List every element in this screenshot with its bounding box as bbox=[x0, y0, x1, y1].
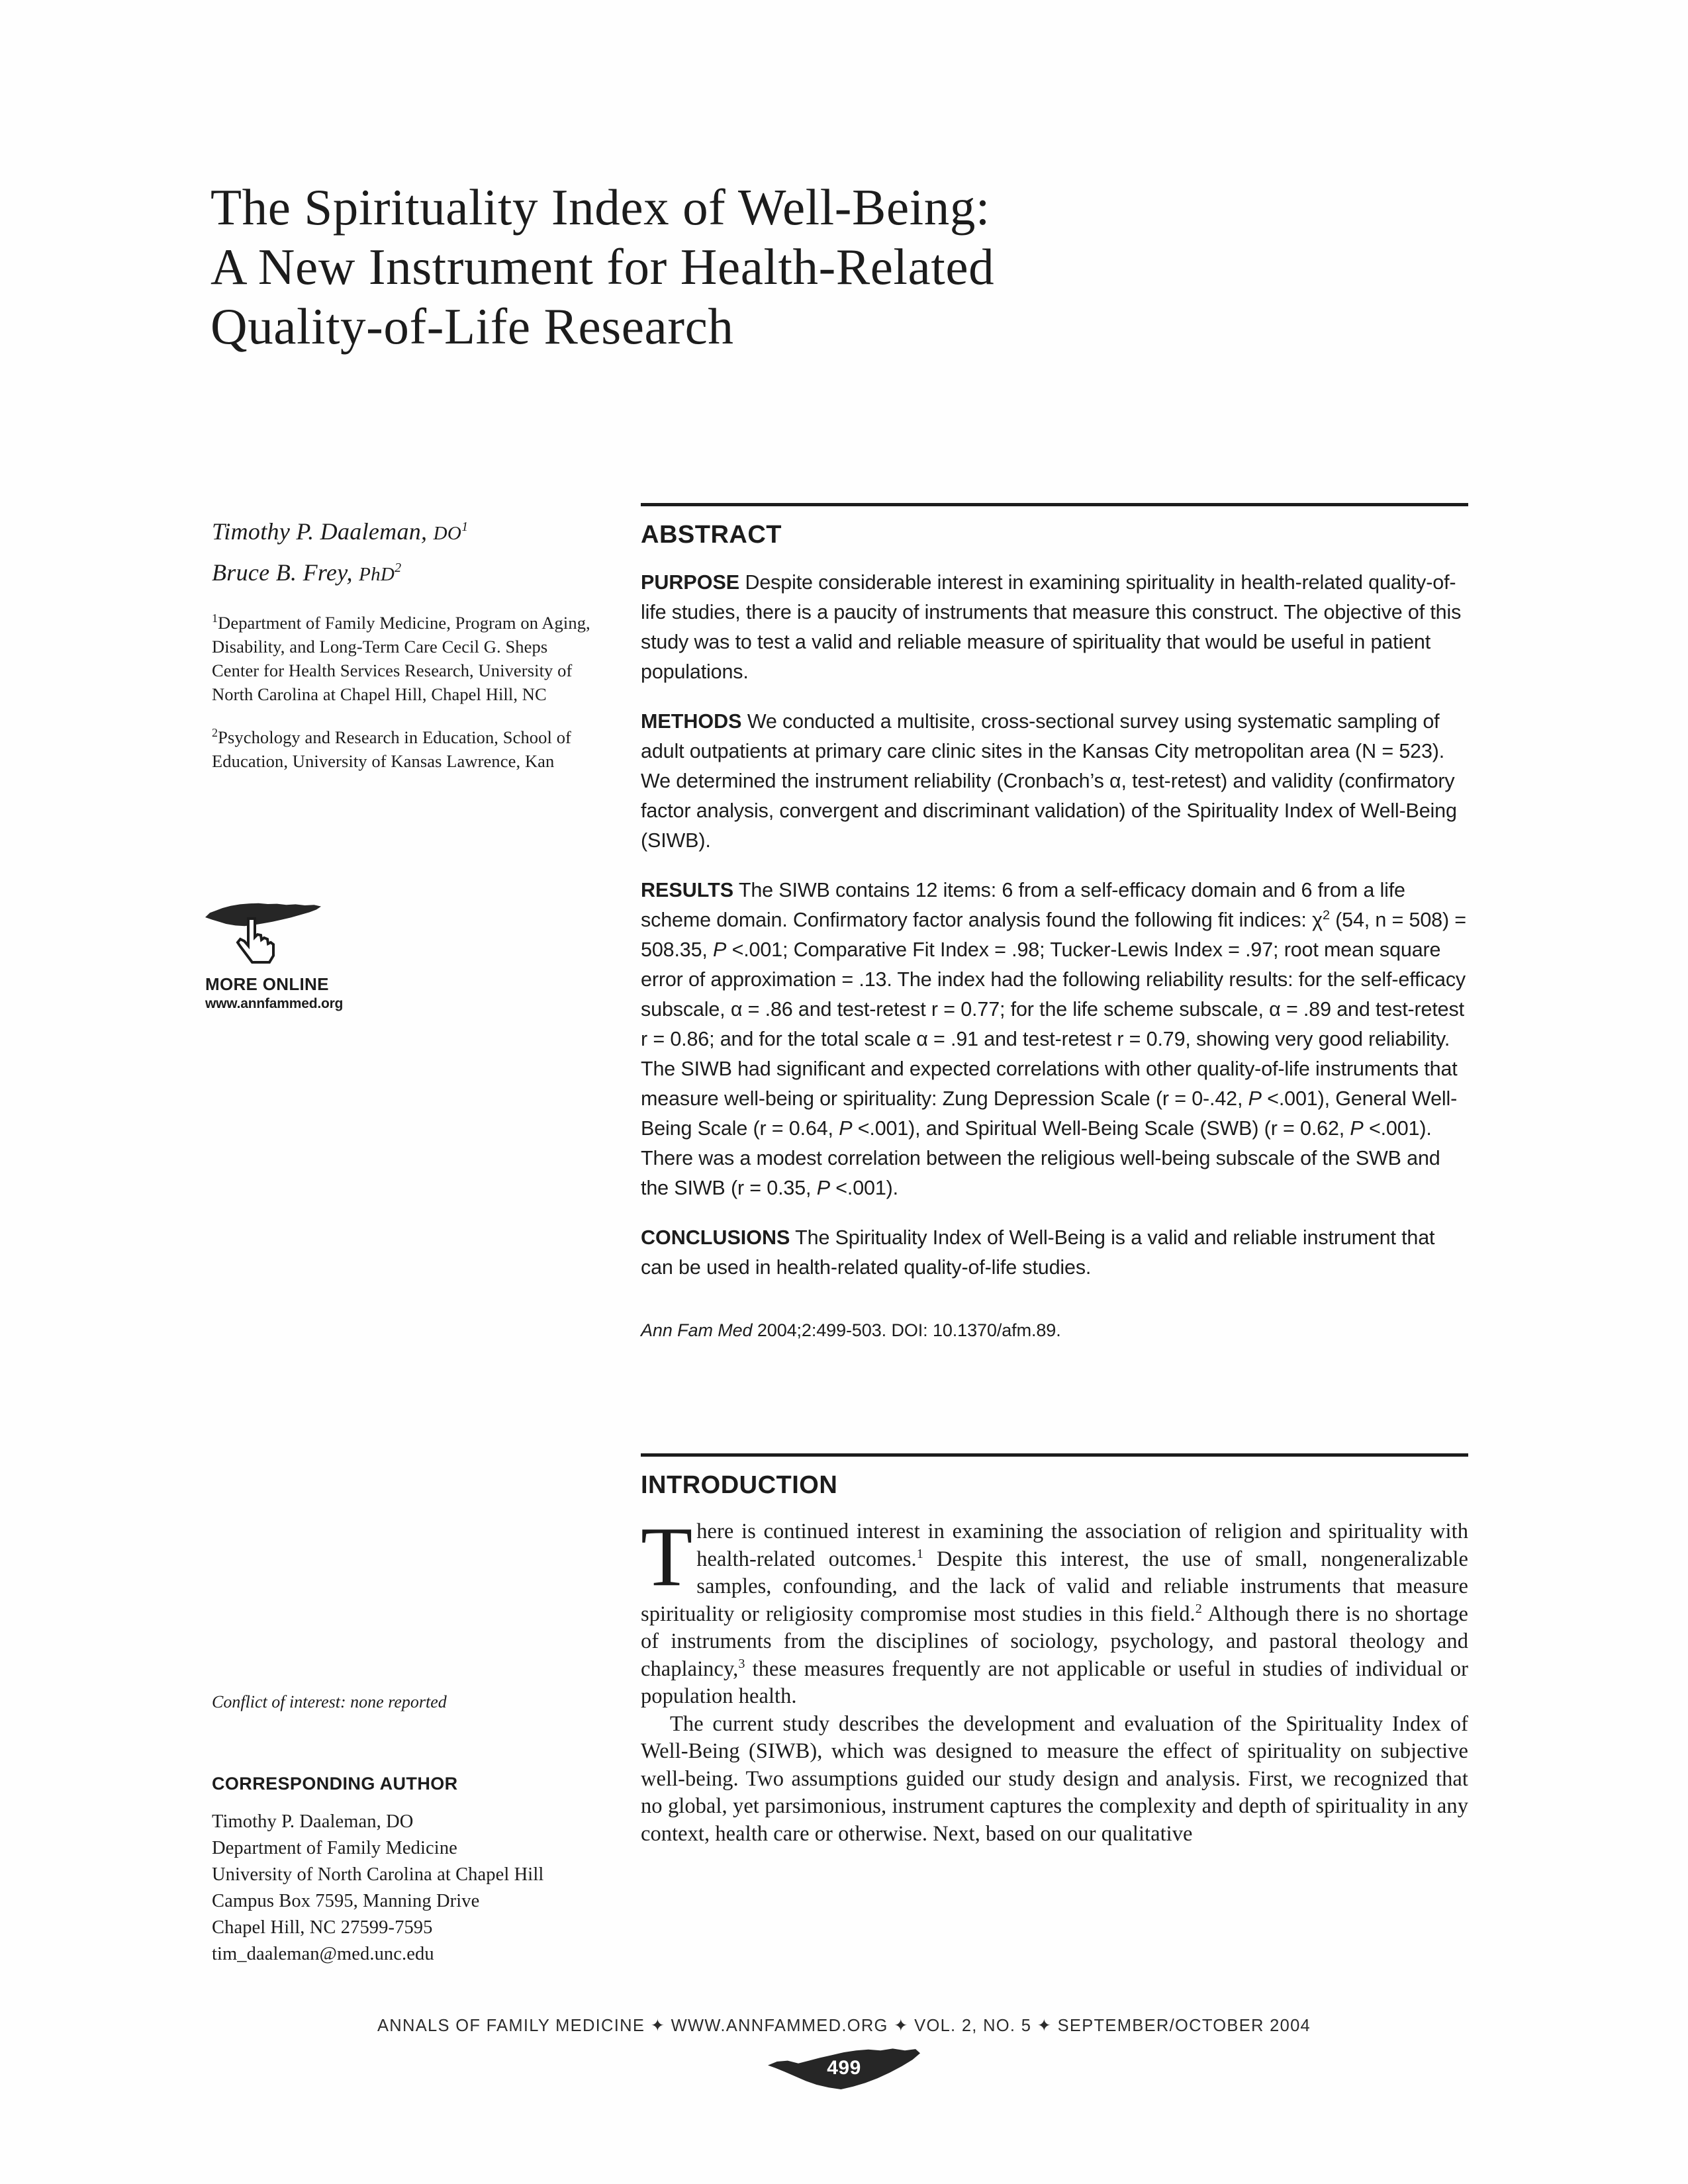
abstract-results-text-g: <.001). bbox=[829, 1177, 898, 1199]
author-name: Bruce B. Frey, bbox=[212, 559, 353, 586]
abstract-purpose-text: Despite considerable interest in examining spirituality in health-related quality-of-life studies, there is a paucity of instruments that measure this construct. The objective of this study was to test a valid and reliable measure of spirituality that would be useful in patient populations. bbox=[641, 571, 1462, 683]
corresponding-author-line: Department of Family Medicine bbox=[212, 1838, 457, 1858]
author-entry bbox=[212, 551, 596, 592]
abstract-purpose-label: PURPOSE bbox=[641, 571, 740, 594]
abstract-results-p-symbol: P bbox=[1248, 1087, 1262, 1110]
abstract-rule bbox=[641, 503, 1468, 506]
abstract-methods-label: METHODS bbox=[641, 710, 742, 733]
abstract-conclusions bbox=[641, 1223, 1468, 1283]
author-entry bbox=[212, 510, 596, 551]
abstract-purpose bbox=[641, 568, 1468, 687]
abstract-results-text-d: <.001), General Well-Being Scale (r = 0.64, bbox=[641, 1087, 1458, 1140]
intro-para1-c: Although there is no shortage of instruments from the disciplines of sociology, psychology, and pastoral theology and chaplaincy, bbox=[641, 1602, 1468, 1681]
author-name: Timothy P. Daaleman, bbox=[212, 518, 428, 545]
reference-marker-3[interactable]: 3 bbox=[738, 1656, 745, 1671]
abstract-conclusions-label: CONCLUSIONS bbox=[641, 1226, 790, 1249]
abstract-results-p-symbol: P bbox=[839, 1117, 853, 1140]
abstract-results bbox=[641, 876, 1468, 1203]
introduction-heading: INTRODUCTION bbox=[641, 1471, 838, 1499]
drop-cap: T bbox=[641, 1510, 693, 1604]
page-number: 499 bbox=[827, 2057, 861, 2079]
title-line-2: A New Instrument for Health-Related bbox=[211, 238, 995, 295]
more-online-callout[interactable] bbox=[205, 901, 424, 1012]
citation-journal: Ann Fam Med bbox=[641, 1320, 753, 1340]
corresponding-author-line: University of North Carolina at Chapel Hill bbox=[212, 1864, 544, 1885]
affiliation-2 bbox=[212, 721, 596, 773]
author-affiliation-marker: 2 bbox=[395, 561, 402, 575]
abstract-methods-text: We conducted a multisite, cross-sectional survey using systematic sampling of adult outpatients at primary care clinic sites in the Kansas City metropolitan area (N = 523). We determined the instrument reliability (Cronbach’s α, test-retest) and validity (confirmatory factor analysis, convergent and discriminant validation) of the Spirituality Index of Well-Being (SIWB). bbox=[641, 710, 1457, 852]
corresponding-author-block bbox=[212, 1774, 609, 1968]
citation-details: 2004;2:499-503. DOI: 10.1370/afm.89. bbox=[752, 1320, 1061, 1340]
footer-journal-line: ANNALS OF FAMILY MEDICINE ✦ WWW.ANNFAMMED.ORG ✦ VOL. 2, NO. 5 ✦ SEPTEMBER/OCTOBER 2004 bbox=[377, 2017, 1311, 2035]
affiliation-marker: 2 bbox=[212, 725, 218, 739]
intro-para1-a: here is continued interest in examining the association of religion and spirituality with health-related outcomes. bbox=[696, 1520, 1468, 1571]
page-title bbox=[211, 177, 1468, 356]
reference-marker-2[interactable]: 2 bbox=[1195, 1601, 1202, 1616]
corresponding-author-line: Timothy P. Daaleman, DO bbox=[212, 1811, 414, 1832]
abstract-conclusions-text: The Spirituality Index of Well-Being is a valid and reliable instrument that can be used in health-related quality-of-life studies. bbox=[641, 1226, 1435, 1279]
page-footer bbox=[0, 2016, 1688, 2109]
corresponding-author-line: Chapel Hill, NC 27599-7595 bbox=[212, 1917, 433, 1938]
intro-para1-d: these measures frequently are not applicable or useful in studies of individual or population health. bbox=[641, 1657, 1468, 1708]
introduction-rule bbox=[641, 1453, 1468, 1457]
author-affiliation-marker: 1 bbox=[461, 520, 469, 534]
pointing-hand-cursor-icon bbox=[234, 915, 277, 964]
more-online-url[interactable]: www.annfammed.org bbox=[205, 996, 344, 1011]
abstract-results-text-a: The SIWB contains 12 items: 6 from a self-efficacy domain and 6 from a life scheme domain. Confirmatory factor analysis found the following fit indices: χ bbox=[641, 879, 1405, 931]
reference-marker-1[interactable]: 1 bbox=[916, 1546, 923, 1561]
introduction-section bbox=[641, 1453, 1468, 1848]
abstract-section bbox=[641, 503, 1468, 1343]
more-online-title: MORE ONLINE bbox=[205, 974, 329, 994]
affiliation-1 bbox=[212, 606, 596, 706]
author-degree: PhD bbox=[359, 564, 395, 585]
affiliation-text: Psychology and Research in Education, School of Education, University of Kansas Lawrence, Kan bbox=[212, 727, 571, 771]
author-sidebar bbox=[212, 510, 596, 773]
abstract-heading: ABSTRACT bbox=[641, 521, 782, 549]
introduction-body bbox=[641, 1510, 1468, 1848]
author-degree: DO bbox=[433, 523, 462, 544]
intro-para1-b: Despite this interest, the use of small, nongeneralizable samples, confounding, and the lack of valid and reliable instruments that measure spirituality or religiosity compromise most studies in this field. bbox=[641, 1547, 1468, 1626]
corresponding-author-email[interactable]: tim_daaleman@med.unc.edu bbox=[212, 1944, 434, 1964]
abstract-results-p-symbol: P bbox=[816, 1177, 830, 1199]
intro-para2: The current study describes the development and evaluation of the Spirituality Index of Well-Being (SIWB), which was designed to measure the effect of spirituality on subjective well-being. Two assumptions guided our study design and analysis. First, we recognized that no global, yet parsimonious, instrument captures the complexity and depth of spirituality in any context, health care or otherwise. Next, based on our qualitative bbox=[641, 1711, 1468, 1846]
abstract-results-p-symbol: P bbox=[713, 938, 727, 961]
more-online-artwork bbox=[205, 901, 344, 973]
abstract-results-label: RESULTS bbox=[641, 879, 734, 901]
page-number-badge bbox=[768, 2048, 920, 2109]
article-citation bbox=[641, 1317, 1468, 1343]
abstract-results-text-e: <.001), and Spiritual Well-Being Scale (SWB) (r = 0.62, bbox=[852, 1117, 1350, 1140]
affiliation-marker: 1 bbox=[212, 612, 218, 625]
corresponding-author-heading: CORRESPONDING AUTHOR bbox=[212, 1774, 458, 1794]
conflict-of-interest: Conflict of interest: none reported bbox=[212, 1692, 447, 1711]
abstract-methods bbox=[641, 707, 1468, 856]
abstract-results-text-c: <.001; Comparative Fit Index = .98; Tucker-Lewis Index = .97; root mean square error of approximation = .13. The index had the following reliability results: for the self-efficacy subscale, α = .86 and test-retest r = 0.77; for the life scheme subscale, α = .89 and test-retest r = 0.86; and for the total scale α = .91 and test-retest r = 0.79, showing very good reliability. The SIWB had significant and expected correlations with other quality-of-life instruments that measure well-being or spirituality: Zung Depression Scale (r = 0-.42, bbox=[641, 938, 1466, 1110]
abstract-results-text-f: <.001). There was a modest correlation between the religious well-being subscale of the SWB and the SIWB (r = 0.35, bbox=[641, 1117, 1440, 1199]
abstract-results-text-b: (54, n = 508) = 508.35, bbox=[641, 909, 1466, 961]
corresponding-author-line: Campus Box 7595, Manning Drive bbox=[212, 1891, 480, 1911]
title-line-1: The Spirituality Index of Well-Being: bbox=[211, 179, 990, 236]
abstract-results-p-symbol: P bbox=[1350, 1117, 1364, 1140]
title-line-3: Quality-of-Life Research bbox=[211, 298, 734, 355]
abstract-results-superscript: 2 bbox=[1322, 907, 1330, 923]
affiliation-text: Department of Family Medicine, Program on Aging, Disability, and Long-Term Care Cecil G. Sheps Center for Health Services Research, University of North Carolina at Chapel Hill, Chapel Hill, NC bbox=[212, 612, 590, 704]
